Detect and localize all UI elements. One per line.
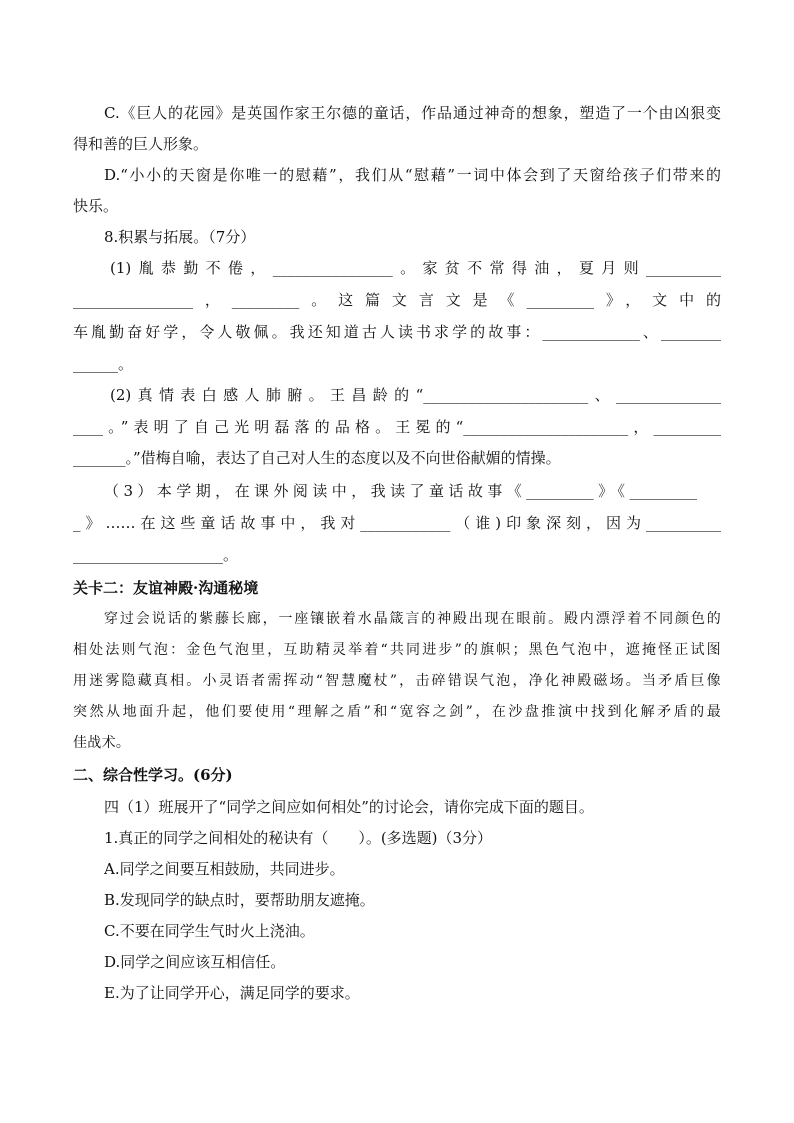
- level2-story-line4: 突然从地面升起，他们要使用“理解之盾”和“宽容之剑”，在沙盘推演中找到化解矛盾的最: [73, 704, 721, 720]
- level2-title: 关卡二：友谊神殿·沟通秘境: [73, 579, 259, 597]
- q7-option-c-line2: 得和善的巨人形象。: [73, 135, 209, 153]
- q8-part3-line1: （3）本学期，在课外阅读中，我读了童话故事《_________》《_________: [104, 482, 697, 500]
- section2-question1: 1.真正的同学之间相处的秘诀有（ ）。(多选题)（3分）: [104, 829, 493, 847]
- q7-option-c-line1: C.《巨人的花园》是英国作家王尔德的童话，作品通过神奇的想象，塑造了一个由凶狠变: [104, 104, 721, 122]
- q8-part3-line2: _》……在这些童话故事中，我对____________（谁)印象深刻，因为__________: [73, 514, 721, 532]
- level2-story-line1: 穿过会说话的紫藤长廊，一座镶嵌着水晶箴言的神殿出现在眼前。殿内漂浮着不同颜色的: [104, 611, 721, 627]
- level2-story-line5: 佳战术。: [73, 735, 131, 751]
- q8-part2-line2: ____。”表明了自己光明磊落的品格。王冕的“______________________，_________: [73, 418, 721, 436]
- q8-part1-line4: ______。: [73, 355, 134, 373]
- section2-intro: 四（1）班展开了“同学之间应如何相处”的讨论会，请你完成下面的题目。: [104, 798, 594, 816]
- option-a: A.同学之间要互相鼓励，共同进步。: [104, 860, 345, 878]
- q8-part1-line2: ________________，_________。这篇文言文是《_________》，文中的: [73, 291, 721, 309]
- option-c: C.不要在同学生气时火上浇油。: [104, 922, 315, 940]
- section2-heading: 二、综合性学习。(6分): [73, 766, 233, 784]
- q8-part2-line1: (2)真情表白感人肺腑。王昌龄的“______________________、______________: [110, 386, 721, 404]
- q8-part3-line3: ____________________。: [73, 546, 239, 564]
- q7-option-d-line2: 快乐。: [73, 197, 119, 215]
- option-e: E.为了让同学开心，满足同学的要求。: [104, 984, 360, 1002]
- level2-story-line3: 用迷雾隐藏真相。小灵语者需挥动“智慧魔杖”，击碎错误气泡，净化神殿磁场。当矛盾巨像: [73, 673, 721, 689]
- q8-part2-line3: _______。”借梅自喻，表达了自己对人生的态度以及不向世俗献媚的情操。: [73, 449, 561, 467]
- option-d: D.同学之间应该互相信任。: [104, 953, 286, 971]
- level2-story-line2: 相处法则气泡：金色气泡里，互助精灵举着“共同进步”的旗帜；黑色气泡中，遮掩怪正试图: [73, 642, 721, 658]
- option-b: B.发现同学的缺点时，要帮助朋友遮掩。: [104, 891, 375, 909]
- q7-option-d-line1: D.“小小的天窗是你唯一的慰藉”，我们从“慰藉”一词中体会到了天窗给孩子们带来的: [104, 166, 721, 184]
- q8-heading: 8.积累与拓展。（7分）: [104, 228, 256, 246]
- q8-part1-line3: 车胤勤奋好学，令人敬佩。我还知道古人读书求学的故事：_____________、________: [73, 323, 721, 341]
- q8-part1-line1: (1)胤恭勤不倦，________________。家贫不常得油，夏月则__________: [110, 259, 721, 277]
